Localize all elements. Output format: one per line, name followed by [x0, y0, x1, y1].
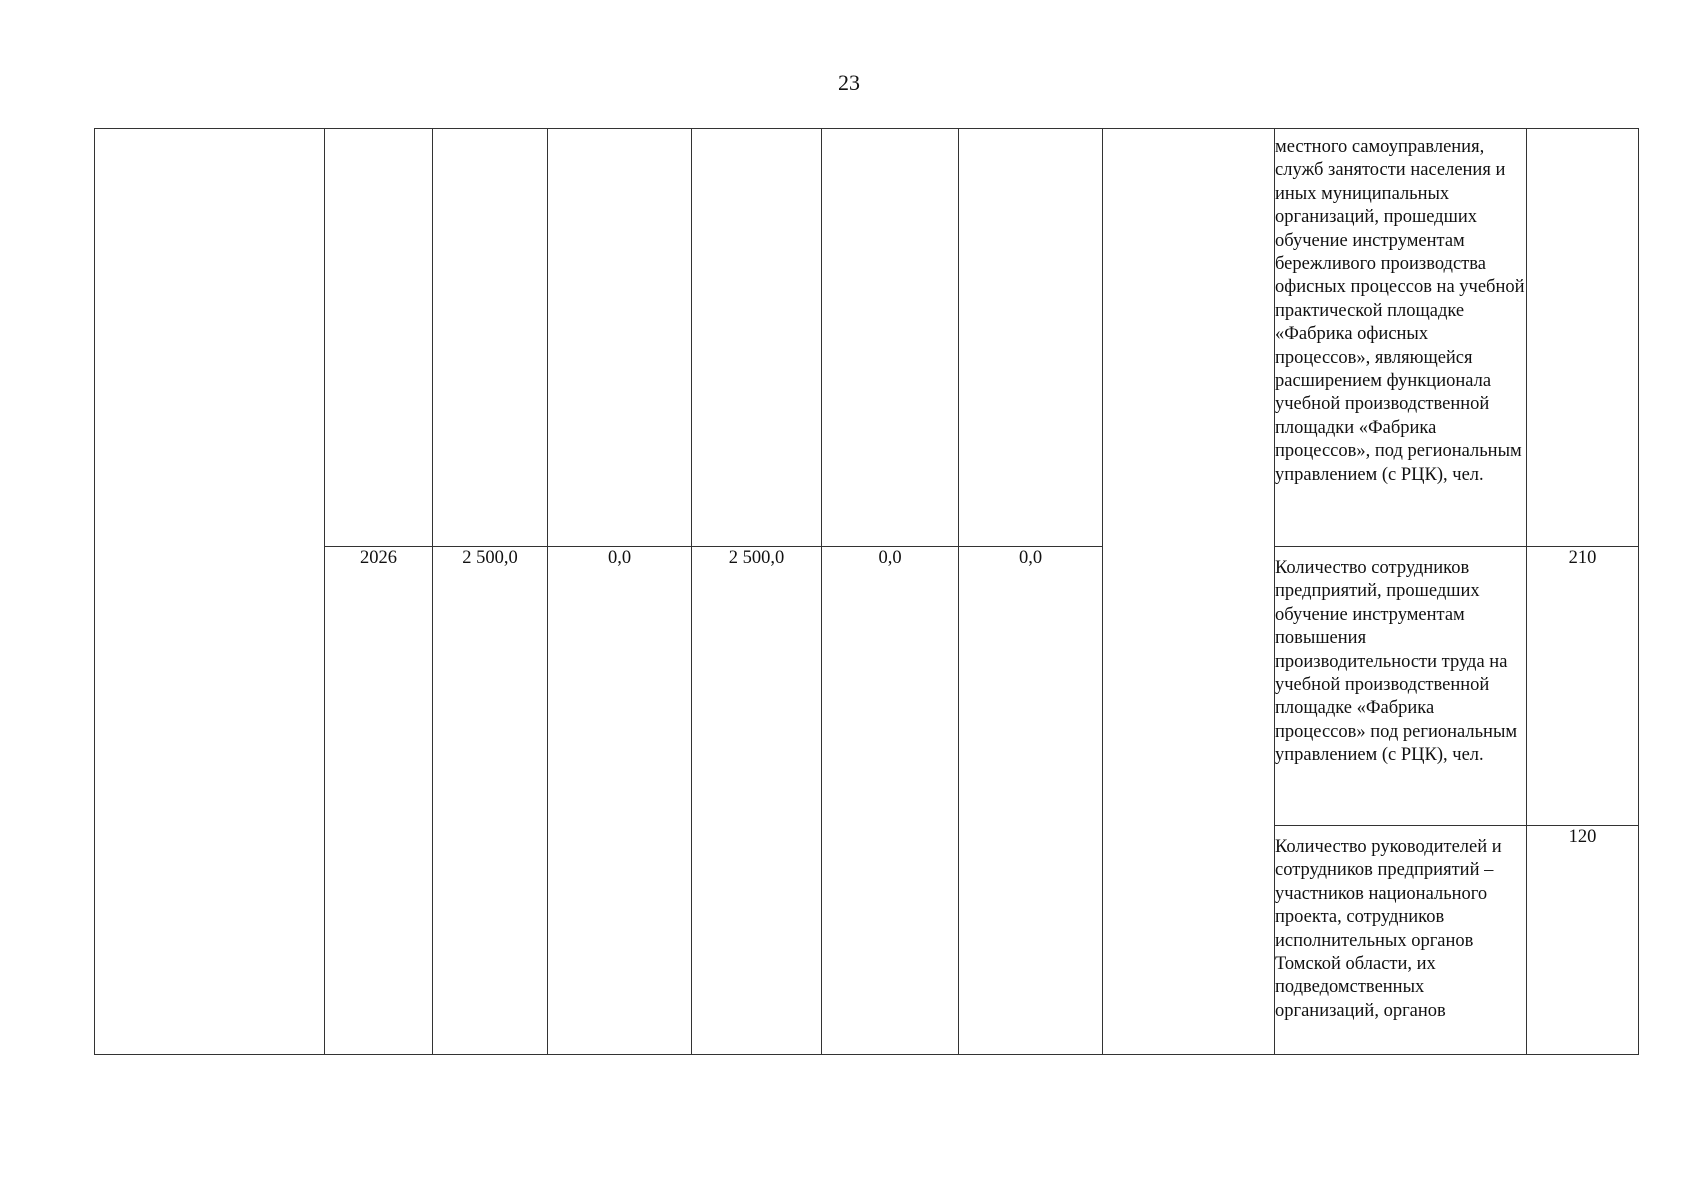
indicator-text: Количество руководителей и сотрудников предприятий – участников национального проекта, сотрудников исполнительных органов Томской области, их подведомственных организаций, органов — [1275, 837, 1502, 1021]
page-number: 23 — [838, 70, 860, 95]
indicator-text: местного самоуправления, служб занятости населения и иных муниципальных организаций, прошедших обучение инструментам бережливого производства офисных процессов на учебной практической площадке «Фабрика офисных процессов», являющейся расширением функционала учебной производственной площадки «Фабрика процессов», под региональным управлением (с РЦК), чел. — [1275, 137, 1525, 485]
executor-cell — [1103, 129, 1275, 1055]
other-sources-cell — [959, 547, 1103, 1055]
table-row — [95, 129, 1639, 547]
regional-budget-cell — [692, 129, 822, 547]
other-sources-amount: 0,0 — [1018, 548, 1043, 568]
indicator-cell — [1275, 129, 1527, 547]
table-row — [95, 547, 1639, 826]
regional-budget-amount: 2 500,0 — [728, 548, 785, 568]
indicator-value: 120 — [1568, 827, 1597, 847]
federal-budget-cell — [548, 547, 692, 1055]
local-budget-cell — [822, 547, 959, 1055]
indicator-cell — [1275, 547, 1527, 826]
local-budget-amount: 0,0 — [878, 548, 902, 568]
local-budget-cell — [822, 129, 959, 547]
activity-name-cell — [95, 129, 325, 1055]
indicator-text: Количество сотрудников предприятий, прошедших обучение инструментам повышения производительности труда на учебной производственной площадке «Фабрика процессов» под региональным управлением (с РЦК), чел. — [1275, 558, 1518, 766]
federal-budget-amount: 0,0 — [607, 548, 632, 568]
indicator-cell — [1275, 826, 1527, 1055]
indicator-value-cell — [1527, 129, 1639, 547]
federal-budget-cell — [548, 129, 692, 547]
year-cell — [325, 547, 433, 1055]
indicator-value: 210 — [1568, 548, 1597, 568]
year-value: 2026 — [360, 548, 397, 568]
program-table — [94, 128, 1639, 1055]
total-amount: 2 500,0 — [462, 548, 518, 568]
total-amount-cell — [433, 129, 548, 547]
regional-budget-cell — [692, 547, 822, 1055]
other-sources-cell — [959, 129, 1103, 547]
indicator-value-cell — [1527, 826, 1639, 1055]
total-amount-cell — [433, 547, 548, 1055]
indicator-value-cell — [1527, 547, 1639, 826]
year-cell — [325, 129, 433, 547]
